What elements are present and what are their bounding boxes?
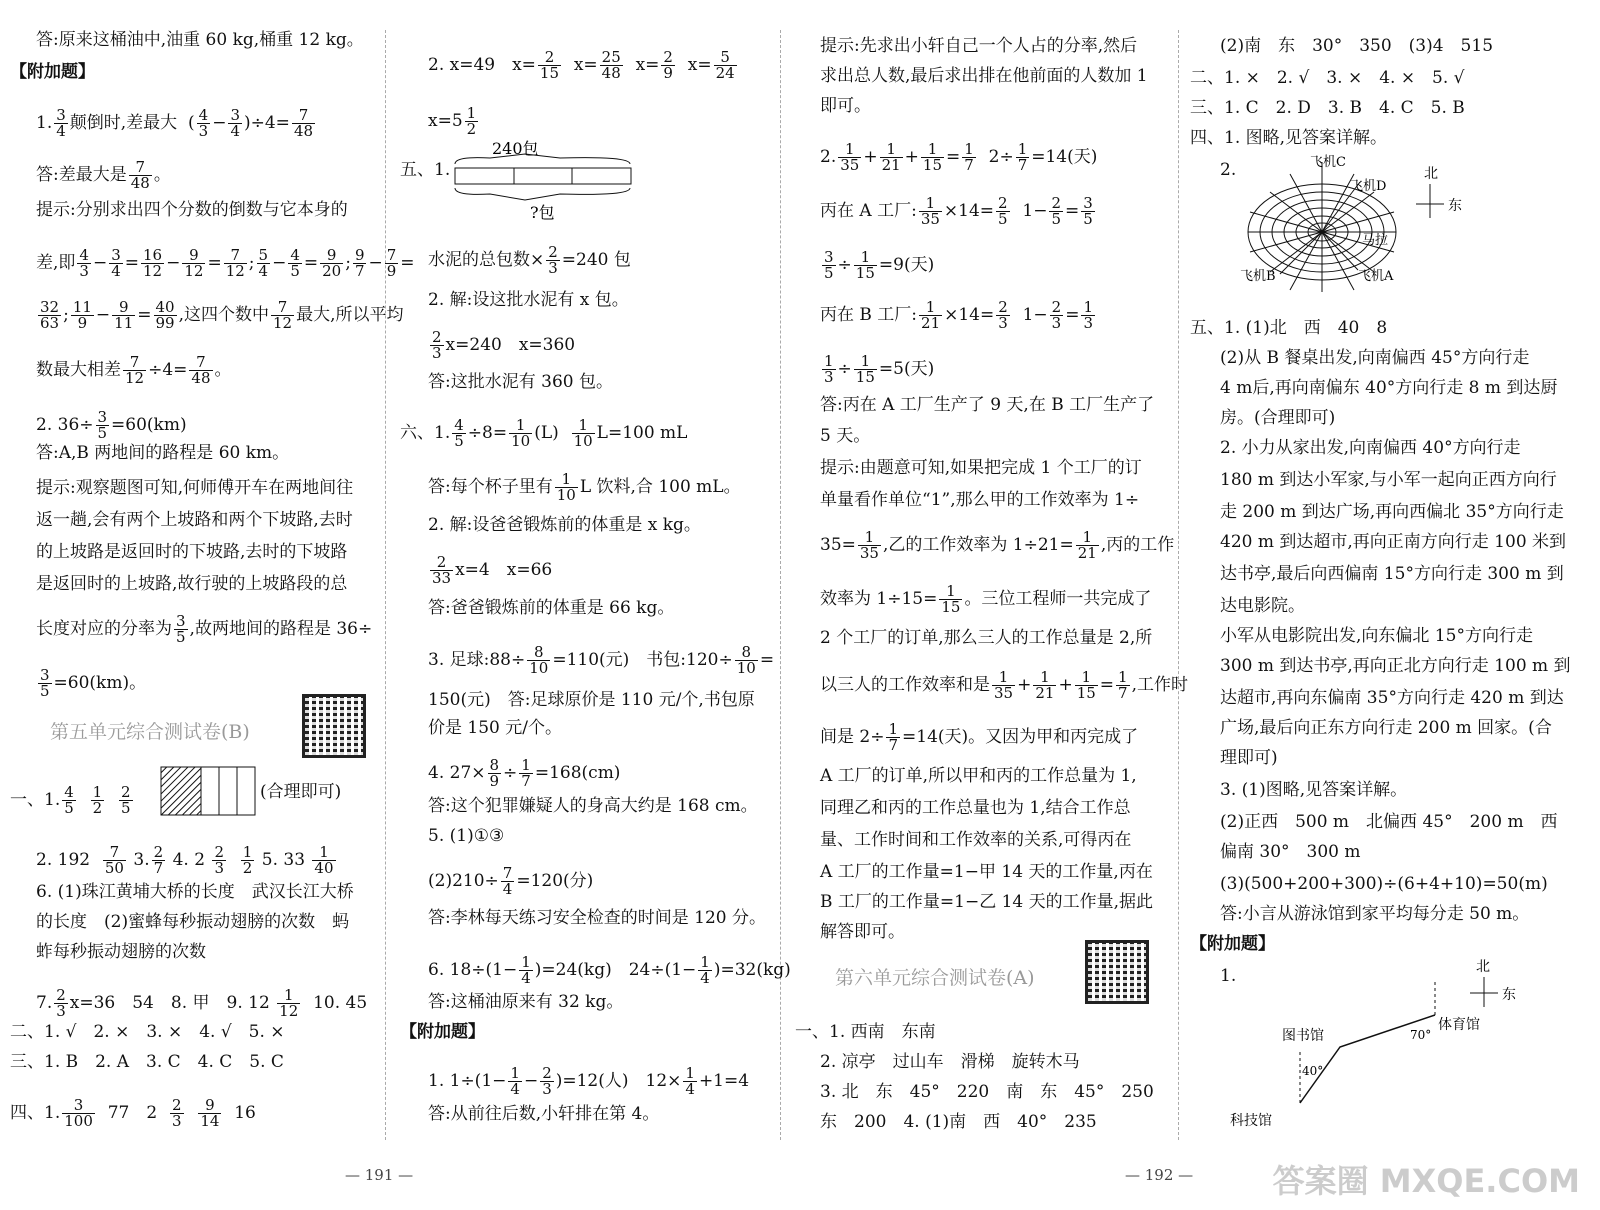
q-line: 7. $\frac{2}{3}$ x=36 54 8. 甲 9. 12 $\frac{1}{12}$ 10. 45: [36, 986, 368, 1020]
q-line: 1.: [1220, 966, 1237, 986]
q-line: 1. 1÷(1− $\frac{1}{4}$ − $\frac{2}{3}$ )=12(人) 12× $\frac{1}{4}$ +1=4: [428, 1064, 750, 1098]
angle-40-label: 40°: [1302, 1064, 1324, 1078]
q-line: (2)南 东 30° 350 (3)4 515: [1220, 36, 1494, 56]
fraction: $\frac{3}{5}$: [40, 666, 50, 700]
fraction: $\frac{9}{11}$: [114, 298, 134, 332]
fraction: $\frac{2}{5}$: [120, 783, 131, 817]
fraction: $\frac{1}{7}$: [521, 756, 531, 790]
gym-label: 体育馆: [1438, 1017, 1480, 1033]
hint-line: 效率为 1÷15= $\frac{1}{15}$ 。三位工程师一共完成了: [820, 582, 1152, 616]
q-line: 丙在 A 工厂: $\frac{1}{35}$ ×14= $\frac{2}{5}$ 1− $\frac{2}{5}$ = $\frac{3}{5}$: [820, 194, 1093, 228]
q-line: 达书亭,最后向西偏南 15°方向行走 300 m 到: [1220, 564, 1564, 584]
q-line: 达超市,再向东偏南 35°方向行走 420 m 到达: [1220, 688, 1564, 708]
q-line: 三、1. C 2. D 3. B 4. C 5. B: [1190, 98, 1465, 118]
q-line: 2. 凉亭 过山车 滑梯 旋转木马: [820, 1052, 1080, 1072]
q-line: (2)从 B 餐桌出发,向南偏西 45°方向行走: [1220, 348, 1530, 368]
hint: 提示:先求出小轩自己一个人占的分率,然后: [820, 36, 1138, 56]
q-line: 达电影院。: [1220, 596, 1305, 616]
q-line: 丙在 B 工厂: $\frac{1}{21}$ ×14= $\frac{2}{3}$ 1− $\frac{2}{3}$ = $\frac{1}{3}$: [820, 298, 1094, 332]
q-line: 答:这桶油原来有 32 kg。: [428, 992, 624, 1012]
q-line: 答:这批水泥有 360 包。: [428, 372, 613, 392]
q-line: 5. (1)①③: [428, 826, 505, 846]
q-line: 小军从电影院出发,向东偏北 15°方向行走: [1220, 626, 1533, 646]
plane-a-label: 飞机A: [1358, 269, 1394, 284]
fraction: $\frac{2}{3}$: [432, 328, 442, 362]
fraction: $\frac{1}{35}$: [859, 528, 879, 562]
bag-diagram: [450, 138, 640, 222]
q-line: 四、1. 图略,见答案详解。: [1190, 128, 1388, 148]
q-line: 2. 192 $\frac{7}{50}$ 3. $\frac{2}{7}$ 4. 2 $\frac{2}{3}$ $\frac{1}{2}$ 5. 33 $\frac{1}{40}$: [36, 843, 334, 877]
plane-d-label: 飞机D: [1350, 179, 1387, 194]
note: (合理即可): [260, 782, 342, 802]
fraction: $\frac{3}{5}$: [1083, 194, 1093, 228]
fraction: $\frac{9}{7}$: [354, 246, 365, 280]
q-line: $\frac{2}{3}$ x=240 x=360: [432, 328, 576, 362]
fraction: $\frac{3}{4}$: [230, 106, 240, 140]
angle-70-label: 70°: [1410, 1028, 1432, 1042]
fraction: $\frac{2}{9}$: [663, 48, 673, 82]
fraction: $\frac{1}{7}$: [964, 140, 974, 174]
q-line: 答:爸爸锻炼前的体重是 66 kg。: [428, 598, 675, 618]
q-line: 2. 解:设爸爸锻炼前的体重是 x kg。: [428, 515, 701, 535]
fraction: $\frac{1}{2}$: [466, 104, 477, 138]
hint-line: 差,即 $\frac{4}{3}$ − $\frac{3}{4}$ = $\frac{16}{12}$ − $\frac{9}{12}$ = $\frac{7}{12}$ ; $\frac{5}{4}$ − $\frac{4}{5}$ = $\frac{9}{20}$ ; $\frac{9}{7}$ − $\frac{7}{9}$ =: [36, 246, 415, 280]
fraction: $\frac{4}{3}$: [198, 106, 209, 140]
fraction: $\frac{7}{4}$: [502, 864, 513, 898]
fraction: $\frac{1}{21}$: [1077, 528, 1097, 562]
bag-total-label: 240包: [492, 139, 539, 158]
fraction: $\frac{1}{10}$: [573, 416, 593, 450]
fraction: $\frac{1}{2}$: [92, 783, 103, 817]
hint-line: 返一趟,会有两个上坡路和两个下坡路,去时: [36, 510, 353, 530]
q-line: 价是 150 元/个。: [428, 718, 562, 738]
plane-b-label: 飞机B: [1240, 269, 1276, 284]
q-line: 答:李林每天练习安全检查的时间是 120 分。: [428, 908, 766, 928]
fraction: $\frac{1}{7}$: [1118, 668, 1128, 702]
fraction: $\frac{2}{15}$: [539, 48, 560, 82]
fraction: $\frac{2}{33}$: [432, 553, 452, 587]
fraction: $\frac{1}{10}$: [556, 470, 576, 504]
fraction: $\frac{7}{48}$: [130, 158, 150, 192]
hint: 提示:观察题图可知,何师傅开车在两地间往: [36, 478, 354, 498]
fraction: $\frac{1}{7}$: [888, 720, 899, 754]
fraction: $\frac{2}{5}$: [1051, 194, 1061, 228]
q-line: 东 200 4. (1)南 西 40° 235: [820, 1112, 1097, 1132]
hint-line: 长度对应的分率为 $\frac{3}{5}$ ,故两地间的路程是 36÷: [36, 612, 373, 646]
q-line: 六、1. $\frac{4}{5}$ ÷8= $\frac{1}{10}$ (L) $\frac{1}{10}$ L=100 mL: [400, 416, 688, 450]
fraction: $\frac{4}{5}$: [64, 783, 74, 817]
page-number-left: — 191 —: [345, 1166, 414, 1184]
fraction: $\frac{3}{5}$: [824, 248, 834, 282]
radar-note: 马拉: [1362, 233, 1389, 248]
fraction: $\frac{1}{4}$: [521, 953, 531, 987]
section-title: 第五单元综合测试卷(B): [50, 721, 250, 743]
bonus-heading: 【附加题】: [10, 62, 95, 82]
fraction: $\frac{25}{48}$: [601, 48, 621, 82]
fraction: $\frac{7}{12}$: [125, 353, 145, 387]
fraction: $\frac{11}{9}$: [72, 298, 92, 332]
fraction: $\frac{1}{15}$: [1076, 668, 1096, 702]
fraction: $\frac{1}{7}$: [1017, 140, 1028, 174]
fraction: $\frac{3}{100}$: [64, 1096, 93, 1130]
hint-line: 单量看作单位“1”,那么甲的工作效率为 1÷: [820, 490, 1140, 510]
fraction: $\frac{1}{21}$: [881, 140, 901, 174]
fraction: $\frac{3}{4}$: [56, 106, 66, 140]
fraction: $\frac{1}{21}$: [1035, 668, 1055, 702]
q-line: $\frac{2}{33}$ x=4 x=66: [432, 553, 553, 587]
q-line: 答:每个杯子里有 $\frac{1}{10}$ L 饮料,合 100 mL。: [428, 470, 741, 504]
q-line: 3. 北 东 45° 220 南 东 45° 250: [820, 1082, 1154, 1102]
fraction: $\frac{7}{9}$: [386, 246, 397, 280]
fraction: $\frac{7}{48}$: [191, 353, 211, 387]
q-line: 蚱每秒振动翅膀的次数: [36, 942, 206, 962]
bonus-heading: 【附加题】: [400, 1022, 485, 1042]
fraction: $\frac{2}{3}$: [171, 1096, 182, 1130]
q-line: 一、1. 西南 东南: [795, 1022, 936, 1042]
bonus-heading: 【附加题】: [1190, 934, 1275, 954]
fraction: $\frac{2}{7}$: [153, 843, 164, 877]
q1-answer: 答:差最大是 $\frac{7}{48}$ 。: [36, 158, 171, 192]
fraction: $\frac{8}{10}$: [736, 643, 756, 677]
qr-code: [302, 694, 366, 758]
hint-line: 的上坡路是返回时的下坡路,去时的下坡路: [36, 542, 348, 562]
fraction: $\frac{2}{3}$: [1051, 298, 1062, 332]
q-line: 3. 足球:88÷ $\frac{8}{10}$ =110(元) 书包:120÷ $\frac{8}{10}$ =: [428, 643, 775, 677]
hint-line: 数最大相差 $\frac{7}{12}$ ÷4= $\frac{7}{48}$ 。: [36, 353, 232, 387]
q2-line: 2. 36÷ $\frac{3}{5}$ =60(km): [36, 408, 187, 442]
q-line: 6. (1)珠江黄埔大桥的长度 武汉长江大桥: [36, 882, 354, 902]
q-line: 偏南 30° 300 m: [1220, 842, 1361, 862]
north-label: 北: [1424, 166, 1438, 182]
hint-line: B 工厂的工作量=1−乙 14 天的工作量,据此: [820, 892, 1154, 912]
fraction: $\frac{1}{15}$: [855, 352, 875, 386]
column-divider: [385, 30, 386, 1140]
fraction: $\frac{3}{5}$: [176, 612, 186, 646]
q-line: (2)正西 500 m 北偏西 45° 200 m 西: [1220, 812, 1558, 832]
q-line: 五、1. (1)北 西 40 8: [1190, 318, 1388, 338]
q-line: 2. x=49 x= $\frac{2}{15}$ x= $\frac{25}{48}$ x= $\frac{2}{9}$ x= $\frac{5}{24}$: [428, 48, 735, 82]
north-label: 北: [1476, 959, 1490, 975]
east-label: 东: [1502, 987, 1516, 1003]
plane-c-label: 飞机C: [1310, 155, 1346, 170]
route-map: [1230, 955, 1550, 1135]
q-line: 2.: [1220, 160, 1237, 180]
fraction: $\frac{1}{35}$: [840, 140, 860, 174]
hint: 提示:由题意可知,如果把完成 1 个工厂的订: [820, 458, 1142, 478]
fraction: $\frac{7}{48}$: [293, 106, 314, 140]
fraction: $\frac{4}{5}$: [454, 416, 464, 450]
q-line: 二、1. √ 2. × 3. × 4. √ 5. ×: [10, 1022, 285, 1042]
q-line: 180 m 到达小军家,与小军一起向正西方向行: [1220, 470, 1557, 490]
fraction: $\frac{32}{63}$: [40, 298, 60, 332]
q-line: 走 200 m 到达广场,再向西偏北 35°方向行走: [1220, 502, 1564, 522]
q-line: (2)210÷ $\frac{7}{4}$ =120(分): [428, 864, 594, 898]
q-line: 300 m 到达书亭,再向正北方向行走 100 m 到: [1220, 656, 1571, 676]
fraction: $\frac{1}{15}$: [922, 140, 943, 174]
fraction: $\frac{1}{4}$: [510, 1064, 520, 1098]
bag-unknown-label: ?包: [530, 203, 555, 222]
shaded-bar-figure: [160, 766, 256, 816]
fraction: $\frac{1}{35}$: [920, 194, 940, 228]
q-line: (3)(500+200+300)÷(6+4+10)=50(m): [1220, 874, 1548, 894]
hint: 提示:分别求出四个分数的倒数与它本身的: [36, 200, 348, 220]
q-line: 答:丙在 A 工厂生产了 9 天,在 B 工厂生产了: [820, 395, 1155, 415]
q1-line: 1. $\frac{3}{4}$ 颠倒时,差最大 ( $\frac{4}{3}$ − $\frac{3}{4}$ )÷4= $\frac{7}{48}$: [36, 106, 314, 140]
q-line: $\frac{3}{5}$ ÷ $\frac{1}{15}$ =9(天): [824, 248, 935, 282]
fraction: $\frac{1}{15}$: [941, 582, 961, 616]
fraction: $\frac{1}{3}$: [1083, 298, 1094, 332]
q-line: 五、1.: [400, 160, 451, 180]
q-line: $\frac{1}{3}$ ÷ $\frac{1}{15}$ =5(天): [824, 352, 935, 386]
fraction: $\frac{4}{5}$: [290, 246, 300, 280]
q-line: 答:这个犯罪嫌疑人的身高大约是 168 cm。: [428, 796, 758, 816]
hint-line: 2 个工厂的订单,那么三人的工作总量是 2,所: [820, 628, 1153, 648]
q-line: 广场,最后向正东方向行走 200 m 回家。(合: [1220, 718, 1552, 738]
hint-line: 即可。: [820, 96, 871, 116]
q-line: 4. 27× $\frac{8}{9}$ ÷ $\frac{1}{7}$ =168(cm): [428, 756, 621, 790]
q-line: 2. 解:设这批水泥有 x 包。: [428, 290, 629, 310]
hint-line: A 工厂的工作量=1−甲 14 天的工作量,丙在: [820, 862, 1153, 882]
q-line: 三、1. B 2. A 3. C 4. C 5. C: [10, 1052, 284, 1072]
fraction: $\frac{1}{4}$: [685, 1064, 695, 1098]
hint-line: 是返回时的上坡路,故行驶的上坡路段的总: [36, 574, 348, 594]
q-line: 150(元) 答:足球原价是 110 元/个,书包原: [428, 690, 755, 710]
fraction: $\frac{2}{3}$: [542, 1064, 552, 1098]
q-line: 水泥的总包数× $\frac{2}{3}$ =240 包: [428, 243, 631, 277]
fraction: $\frac{3}{4}$: [111, 246, 121, 280]
fraction: $\frac{1}{40}$: [314, 843, 334, 877]
fraction: $\frac{1}{10}$: [511, 416, 531, 450]
q-line: 答:从前往后数,小轩排在第 4。: [428, 1104, 660, 1124]
fraction: $\frac{2}{5}$: [998, 194, 1008, 228]
east-label: 东: [1448, 198, 1462, 214]
q-line: x=5 $\frac{1}{2}$: [428, 104, 477, 138]
fraction: $\frac{9}{20}$: [322, 246, 342, 280]
fraction: $\frac{2}{3}$: [548, 243, 558, 277]
fraction: $\frac{40}{99}$: [155, 298, 175, 332]
fraction: $\frac{1}{2}$: [242, 843, 253, 877]
q-line: 四、1. $\frac{3}{100}$ 77 2 $\frac{2}{3}$ $\frac{9}{14}$ 16: [10, 1096, 256, 1130]
fraction: $\frac{1}{15}$: [855, 248, 875, 282]
fraction: $\frac{9}{14}$: [200, 1096, 220, 1130]
hint-line: 间是 2÷ $\frac{1}{7}$ =14(天)。又因为甲和丙完成了: [820, 720, 1139, 754]
answer-oil: 答:原来这桶油中,油重 60 kg,桶重 12 kg。: [36, 30, 364, 50]
fraction: $\frac{16}{12}$: [143, 246, 163, 280]
hint-line: 同理乙和丙的工作总量也为 1,结合工作总: [820, 798, 1131, 818]
fraction: $\frac{1}{4}$: [700, 953, 710, 987]
fraction: $\frac{9}{12}$: [184, 246, 204, 280]
fraction: $\frac{1}{3}$: [824, 352, 834, 386]
hint-line: 解答即可。: [820, 922, 905, 942]
q-line: 一、1. $\frac{4}{5}$ $\frac{1}{2}$ $\frac{2}{5}$: [10, 783, 131, 817]
hint-line: 以三人的工作效率和是 $\frac{1}{35}$ + $\frac{1}{21}$ + $\frac{1}{15}$ = $\frac{1}{7}$ ,工作时: [820, 668, 1188, 702]
q-line: 二、1. × 2. √ 3. × 4. × 5. √: [1190, 68, 1465, 88]
q-line: 6. 18÷(1− $\frac{1}{4}$ )=24(kg) 24÷(1− $\frac{1}{4}$ )=32(kg): [428, 953, 791, 987]
hint-line: A 工厂的订单,所以甲和丙的工作总量为 1,: [820, 766, 1137, 786]
fraction: $\frac{7}{12}$: [273, 298, 293, 332]
fraction: $\frac{3}{5}$: [97, 408, 108, 442]
q-line: 420 m 到达超市,再向正南方向行走 100 米到: [1220, 532, 1567, 552]
fraction: $\frac{5}{4}$: [258, 246, 269, 280]
fraction: $\frac{8}{10}$: [529, 643, 549, 677]
q-line: 4 m后,再向南偏东 40°方向行走 8 m 到达厨: [1220, 378, 1558, 398]
hint-line: 35= $\frac{1}{35}$ ,乙的工作效率为 1÷21= $\frac{1}{21}$ ,丙的工作: [820, 528, 1175, 562]
hint-line: 求出总人数,最后求出排在他前面的人数加 1: [820, 66, 1148, 86]
fraction: $\frac{5}{24}$: [715, 48, 735, 82]
fraction: $\frac{7}{50}$: [104, 843, 124, 877]
column-divider: [1178, 30, 1179, 1140]
q2-answer: 答:A,B 两地间的路程是 60 km。: [36, 443, 290, 463]
q-line: 3. (1)图略,见答案详解。: [1220, 780, 1408, 800]
section-title: 第六单元综合测试卷(A): [835, 967, 1035, 989]
hint-line: $\frac{3}{5}$ =60(km)。: [40, 666, 147, 700]
library-label: 图书馆: [1282, 1028, 1324, 1044]
fraction: $\frac{1}{35}$: [994, 668, 1014, 702]
page-number-right: — 192 —: [1125, 1166, 1194, 1184]
fraction: $\frac{7}{12}$: [225, 246, 245, 280]
tech-museum-label: 科技馆: [1230, 1113, 1272, 1129]
fraction: $\frac{1}{12}$: [279, 986, 299, 1020]
fraction: $\frac{4}{3}$: [79, 246, 89, 280]
hint-line: $\frac{32}{63}$ ; $\frac{11}{9}$ − $\frac{9}{11}$ = $\frac{40}{99}$ ,这四个数中 $\frac{7}{12}$ 最大,所以平均: [40, 298, 404, 332]
q-line: 2. 小力从家出发,向南偏西 40°方向行走: [1220, 438, 1521, 458]
q-line: 房。(合理即可): [1220, 408, 1336, 428]
fraction: $\frac{2}{3}$: [998, 298, 1008, 332]
q-line: 2. $\frac{1}{35}$ + $\frac{1}{21}$ + $\frac{1}{15}$ = $\frac{1}{7}$ 2÷ $\frac{1}{7}$ =14(天): [820, 140, 1098, 174]
fraction: $\frac{8}{9}$: [489, 756, 500, 790]
fraction: $\frac{1}{21}$: [921, 298, 941, 332]
q-line: 答:小言从游泳馆到家平均每分走 50 m。: [1220, 904, 1530, 924]
hint-line: 量、工作时间和工作效率的关系,可得丙在: [820, 830, 1132, 850]
q-line: 5 天。: [820, 426, 871, 446]
radar-diagram: [1240, 152, 1540, 310]
fraction: $\frac{2}{3}$: [214, 843, 224, 877]
q-line: 的长度 (2)蜜蜂每秒振动翅膀的次数 蚂: [36, 912, 350, 932]
fraction: $\frac{2}{3}$: [56, 986, 66, 1020]
q-line: 理即可): [1220, 748, 1278, 768]
watermark: 答案圈 MXQE.COM: [1272, 1162, 1580, 1200]
qr-code: [1085, 940, 1149, 1004]
